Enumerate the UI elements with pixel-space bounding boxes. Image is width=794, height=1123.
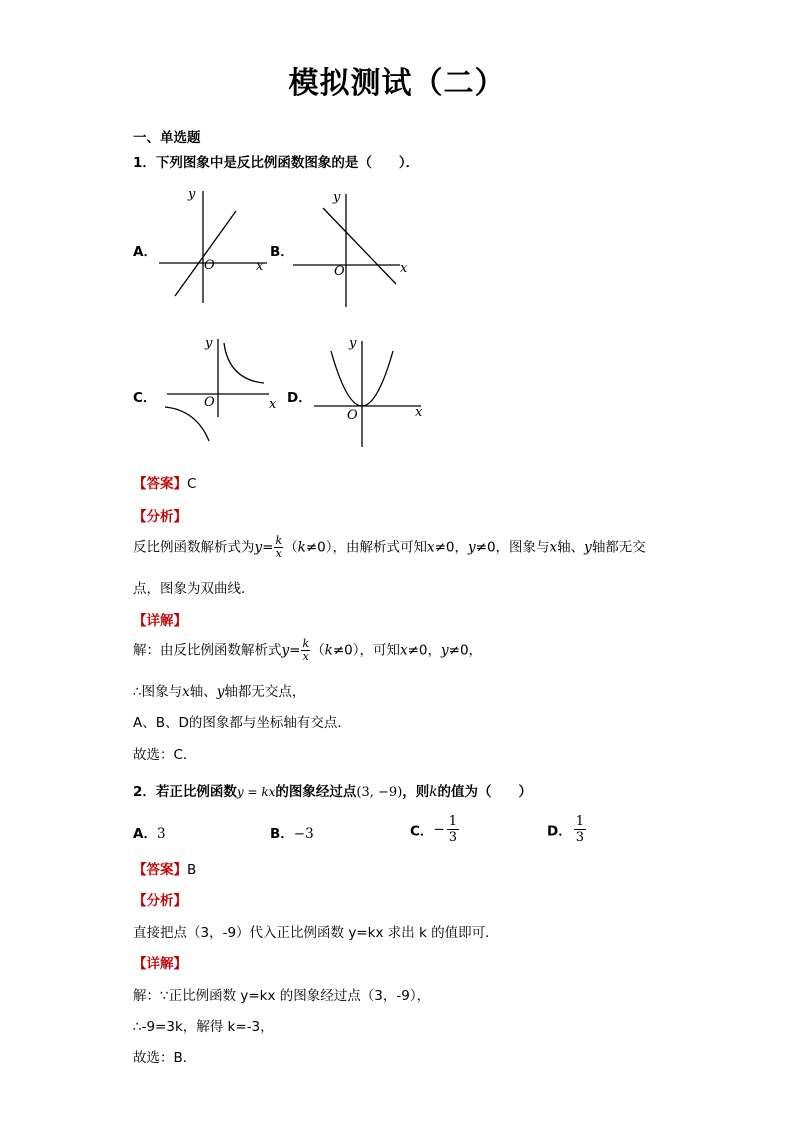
origin-label: O [204, 258, 215, 273]
y-axis-label: y [188, 187, 196, 202]
q2-detail-line-1: 解：∵正比例函数 y=kx 的图象经过点（3，-9）， [133, 988, 431, 1004]
origin-label: O [204, 395, 215, 410]
q2-detail-line-2: ∴-9=3k，解得 k=-3， [133, 1019, 274, 1035]
option-b-label: B． [270, 244, 294, 260]
option-c-label: C． [133, 390, 157, 406]
fraction-one-third: $\frac{1}{3}$ [448, 814, 458, 845]
answer-value: C [187, 476, 197, 492]
q2-option-d: D． $\frac{1}{3}$ [547, 814, 584, 845]
graph-d-parabola [311, 333, 429, 451]
fraction-k-over-x: $\frac{k}{x}$ [275, 534, 283, 560]
y-axis-label: y [333, 190, 341, 205]
q2-option-a: A．3 [133, 826, 166, 842]
q1-answer-row [133, 472, 196, 492]
option-d-label: D． [287, 390, 312, 406]
q1-detail-line-2: ∴图象与x轴、y轴都无交点， [133, 684, 306, 700]
origin-label: O [334, 264, 345, 279]
fraction-one-third: $\frac{1}{3}$ [575, 814, 584, 845]
q1-detail-tag: 【详解】 [133, 613, 187, 629]
question-1-stem: 1．下列图象中是反比例函数图象的是（ ）． [133, 155, 420, 171]
answer-value: B [187, 862, 197, 878]
line-graph [175, 211, 236, 296]
q1-detail-line-3: A、B、D的图象都与坐标轴有交点． [133, 715, 351, 731]
q2-analysis-text: 直接把点（3，-9）代入正比例函数 y=kx 求出 k 的值即可． [133, 925, 499, 941]
q1-detail-line-4: 故选：C． [133, 747, 197, 763]
origin-label: O [347, 408, 358, 423]
x-axis-label: x [415, 405, 423, 420]
q2-detail-line-3: 故选：B． [133, 1050, 197, 1066]
x-axis-label: x [269, 397, 277, 412]
q2-option-b: B．−3 [270, 826, 314, 842]
q1-analysis-tag: 【分析】 [133, 509, 187, 525]
q1-analysis-line-2: 点，图象为双曲线． [133, 581, 255, 597]
graph-b-linear [290, 186, 412, 311]
option-a-label: A． [133, 244, 157, 260]
y-axis-label: y [349, 336, 357, 351]
hyperbola-branch-1 [224, 343, 264, 383]
answer-tag: 【答案】 [133, 862, 187, 878]
q2-analysis-tag: 【分析】 [133, 893, 187, 909]
q2-detail-tag: 【详解】 [133, 956, 187, 972]
page-title: 模拟测试（二） [288, 66, 506, 101]
section-heading: 一、单选题 [133, 130, 201, 146]
x-axis-label: x [400, 261, 408, 276]
question-2-stem: 2．若正比例函数y = kx的图象经过点(3, −9)，则k的值为（ ） [133, 784, 532, 800]
y-axis-label: y [205, 336, 213, 351]
graph-a-linear [155, 183, 273, 308]
x-axis-label: x [256, 259, 264, 274]
q1-analysis-line-1: 反比例函数解析式为y= $\frac{k}{x}$ （k≠0），由解析式可知x≠0，y≠0，图象与x轴、y轴都无交 [133, 534, 646, 560]
answer-tag: 【答案】 [133, 476, 187, 492]
fraction-k-over-x: $\frac{k}{x}$ [302, 637, 310, 663]
hyperbola-branch-2 [165, 407, 209, 441]
q2-option-c: C．− $\frac{1}{3}$ [410, 814, 458, 845]
q2-answer-row [133, 858, 196, 878]
graph-c-hyperbola [161, 333, 283, 448]
q1-detail-line-1: 解：由反比例函数解析式y= $\frac{k}{x}$ （k≠0），可知x≠0，y≠0， [133, 637, 483, 663]
